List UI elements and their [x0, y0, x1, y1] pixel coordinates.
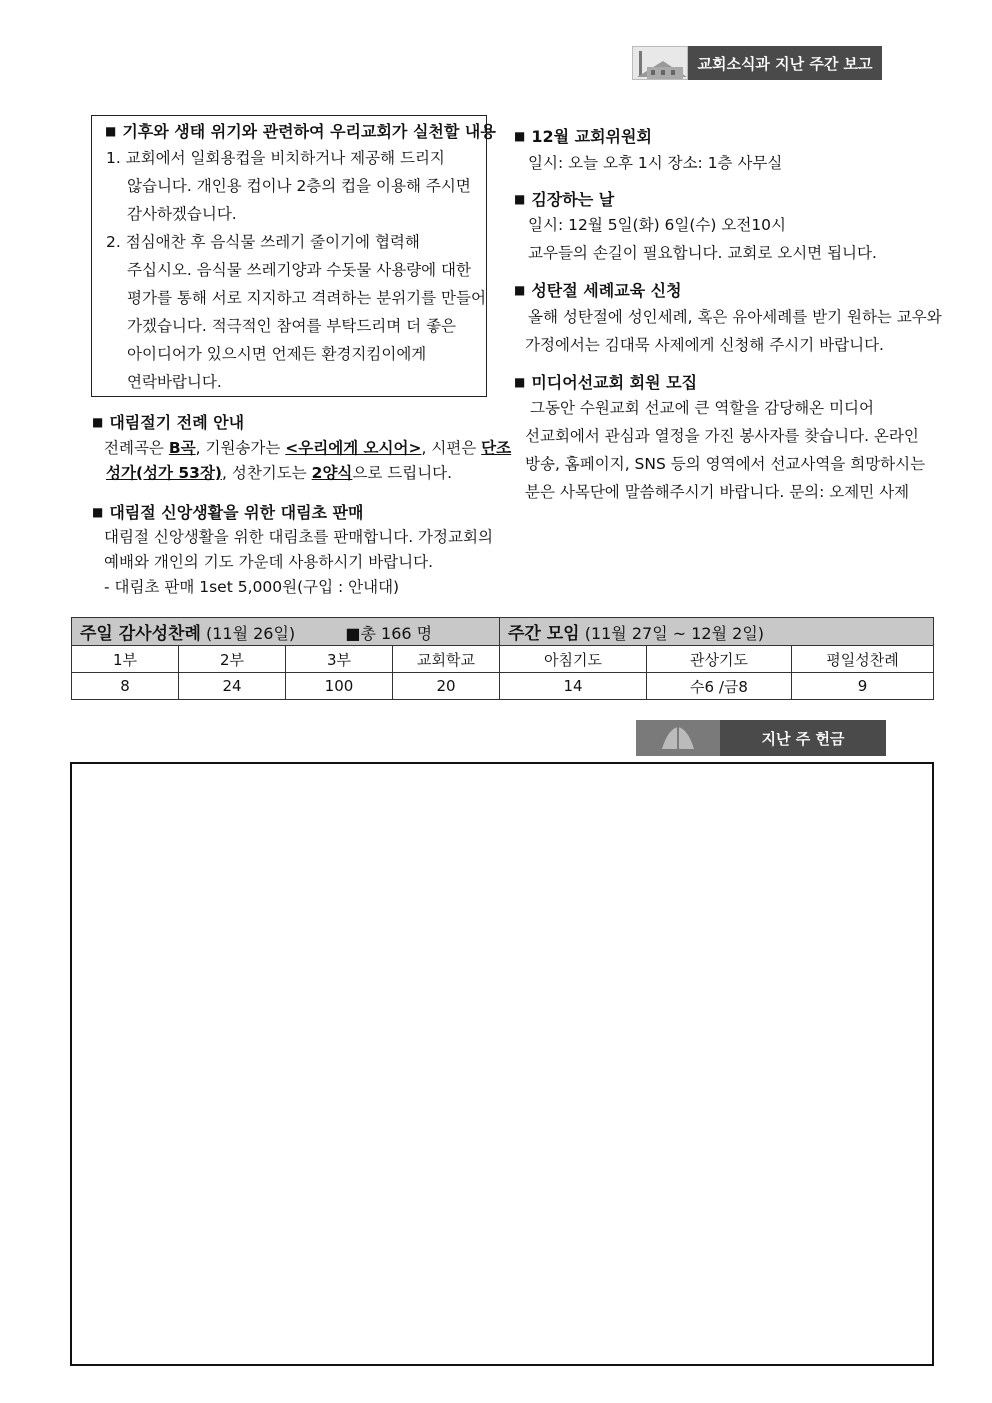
baptism-line: 올해 성탄절에 성인세례, 혹은 유아세례를 받기 원하는 교우와	[528, 308, 942, 326]
table-cell: 100	[286, 673, 393, 700]
media-title: ■ 미디어선교회 회원 모집	[514, 373, 698, 392]
baptism-line: 가정에서는 김대묵 사제에게 신청해 주시기 바랍니다.	[525, 336, 884, 354]
advent-candle-line: 대림절 신앙생활을 위한 대림초를 판매합니다. 가정교회의	[104, 528, 493, 546]
table-cell: 9	[792, 673, 934, 700]
offering-header	[636, 720, 886, 756]
column-header: 2부	[179, 646, 286, 673]
climate-line: 감사하겠습니다.	[127, 205, 237, 223]
climate-line: 평가를 통해 서로 지지하고 격려하는 분위기를 만들어	[127, 289, 486, 307]
table-cell: 24	[179, 673, 286, 700]
weekly-meeting-header: 주간 모임 (11월 27일 ~ 12월 2일)	[500, 618, 934, 646]
media-line: 방송, 홈페이지, SNS 등의 영역에서 선교사역을 희망하시는	[525, 455, 926, 473]
climate-line: 연락바랍니다.	[127, 373, 222, 391]
offering-box	[70, 762, 934, 1366]
climate-line: 주십시오. 음식물 쓰레기양과 수돗물 사용량에 대한	[127, 261, 471, 279]
section-header-title: 교회소식과 지난 주간 보고	[688, 46, 882, 80]
section-header	[632, 46, 882, 80]
column-header: 1부	[72, 646, 179, 673]
column-header: 교회학교	[393, 646, 500, 673]
baptism-title: ■ 성탄절 세례교육 신청	[514, 281, 682, 300]
sunday-attendance-header: 주일 감사성찬례 (11월 26일) ■총 166 명	[72, 618, 500, 646]
church-building-image	[632, 46, 688, 80]
praying-hands-icon	[636, 720, 720, 756]
attendance-values-row	[72, 673, 934, 700]
kimchi-title: ■ 김장하는 날	[514, 190, 615, 209]
kimchi-line: 교우들의 손길이 필요합니다. 교회로 오시면 됩니다.	[528, 244, 877, 262]
table-cell: 수6 /금8	[647, 673, 792, 700]
column-header: 아침기도	[500, 646, 647, 673]
climate-line: 않습니다. 개인용 컵이나 2층의 컵을 이용해 주시면	[127, 177, 471, 195]
offering-title: 지난 주 헌금	[720, 720, 886, 756]
climate-line: 2. 점심애찬 후 음식물 쓰레기 줄이기에 협력해	[106, 233, 420, 251]
advent-candle-line: - 대림초 판매 1set 5,000원(구입 : 안내대)	[104, 578, 400, 596]
attendance-columns-row	[72, 646, 934, 673]
advent-liturgy-title: ■ 대림절기 전례 안내	[92, 413, 245, 432]
advent-candle-line: 예배와 개인의 기도 가운데 사용하시기 바랍니다.	[104, 553, 434, 571]
climate-title: ■ 기후와 생태 위기와 관련하여 우리교회가 실천할 내용	[105, 122, 496, 141]
media-line: 분은 사목단에 말씀해주시기 바랍니다. 문의: 오제민 사제	[525, 483, 910, 501]
media-line: 그동안 수원교회 선교에 큰 역할을 감당해온 미디어	[530, 399, 874, 417]
climate-line: 1. 교회에서 일회용컵을 비치하거나 제공해 드리지	[106, 149, 445, 167]
total-count: ■총 166 명	[345, 624, 433, 643]
column-header: 평일성찬례	[792, 646, 934, 673]
advent-liturgy-line: 성가(성가 53장), 성찬기도는 2양식으로 드립니다.	[106, 464, 453, 482]
climate-line: 가겠습니다. 적극적인 참여를 부탁드리며 더 좋은	[127, 317, 457, 335]
advent-candle-title: ■ 대림절 신앙생활을 위한 대림초 판매	[92, 503, 364, 522]
table-cell: 20	[393, 673, 500, 700]
column-header: 관상기도	[647, 646, 792, 673]
column-header: 3부	[286, 646, 393, 673]
table-cell: 14	[500, 673, 647, 700]
committee-title: ■ 12월 교회위원회	[514, 127, 652, 146]
committee-line: 일시: 오늘 오후 1시 장소: 1층 사무실	[528, 154, 783, 172]
table-cell: 8	[72, 673, 179, 700]
advent-liturgy-line: 전례곡은 B곡, 기원송가는 <우리에게 오시어>, 시편은 단조	[104, 439, 512, 457]
attendance-header-row	[72, 618, 934, 646]
media-line: 선교회에서 관심과 열정을 가진 봉사자를 찾습니다. 온라인	[525, 427, 919, 445]
climate-line: 아이디어가 있으시면 언제든 환경지킴이에게	[127, 345, 427, 363]
kimchi-line: 일시: 12월 5일(화) 6일(수) 오전10시	[528, 216, 787, 234]
attendance-table	[71, 617, 934, 700]
